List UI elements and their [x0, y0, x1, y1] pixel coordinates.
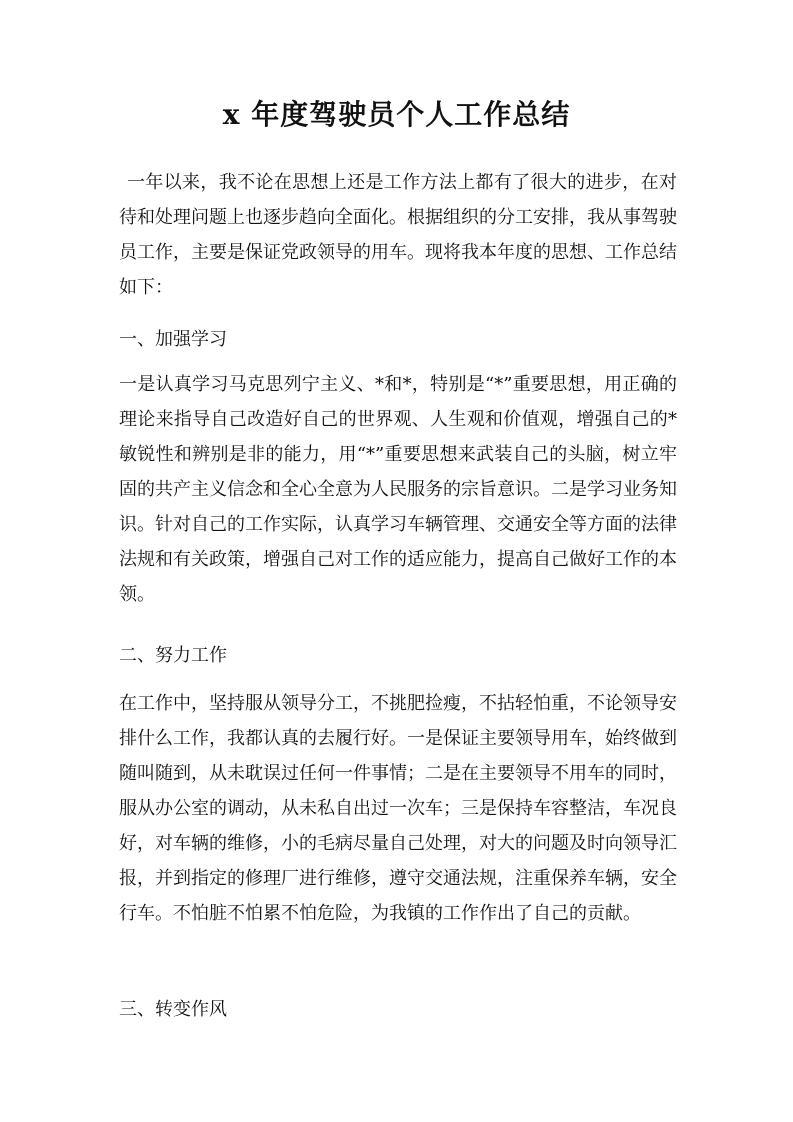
section-heading-style: 三、转变作风	[119, 999, 227, 1020]
section-body-study: 一是认真学习马克思列宁主义、*和*，特别是“*”重要思想，用正确的理论来指导自己改造好自己的世界观、人生观和价值观，增强自己的*敏锐性和辨别是非的能力，用“*”重要思想来武装自己的头脑，树立牢固的共产主义信念和全心全意为人民服务的宗旨意识。二是学习业务知识。针对自己的工作实际，认真学习车辆管理、交通安全等方面的法律法规和有关政策，增强自己对工作的适应能力，提高自己做好工作的本领。	[119, 374, 677, 605]
document-title: x 年度驾驶员个人工作总结	[222, 98, 571, 131]
section-heading-work: 二、努力工作	[119, 645, 227, 666]
section-body-work: 在工作中，坚持服从领导分工，不挑肥捡瘦，不拈轻怕重，不论领导安排什么工作，我都认真的去履行好。一是保证主要领导用车，始终做到随叫随到，从未耽误过任何一件事情；二是在主要领导不用车的同时，服从办公室的调动，从未私自出过一次车；三是保持车容整洁，车况良好，对车辆的维修，小的毛病尽量自己处理，对大的问题及时向领导汇报，并到指定的修理厂进行维修，遵守交通法规，注重保养车辆，安全行车。不怕脏不怕累不怕危险，为我镇的工作作出了自己的贡献。	[119, 693, 677, 924]
section-heading-study: 一、加强学习	[119, 329, 227, 350]
intro-paragraph: 一年以来，我不论在思想上还是工作方法上都有了很大的进步，在对待和处理问题上也逐步趋向全面化。根据组织的分工安排，我从事驾驶员工作，主要是保证党政领导的用车。现将我本年度的思想、工作总结如下：	[119, 172, 677, 298]
